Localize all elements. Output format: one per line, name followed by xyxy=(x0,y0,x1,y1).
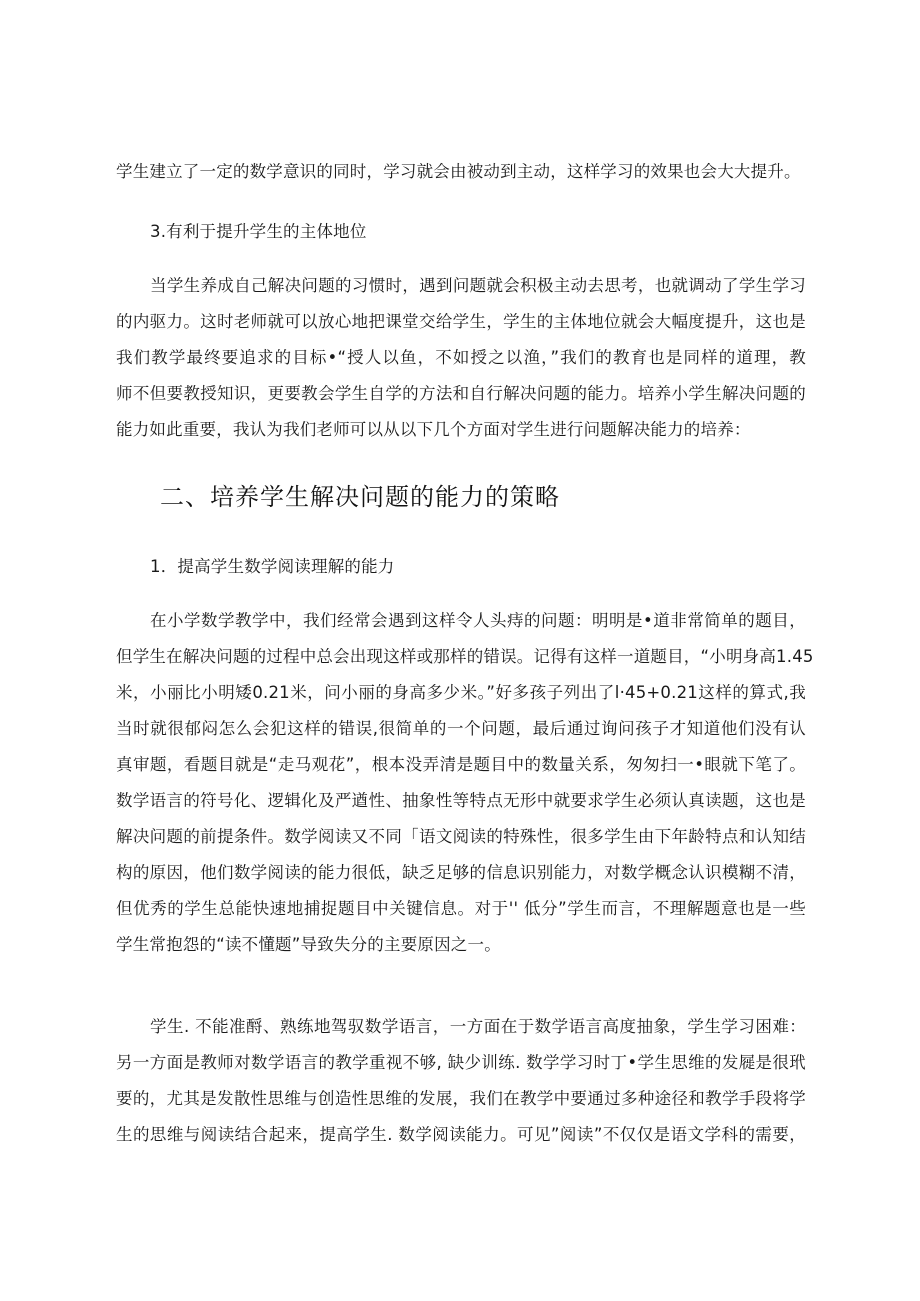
paragraph-1-line: 但优秀的学生总能快速地捕捉题目中关键信息。对于'' 低分”学生而言，不理解题意也是一些 xyxy=(116,899,806,918)
paragraph-1-line: 真审题，看题目就是“走马观花”，根本没弄清是题目中的数量关系，匆匆扫一•眼就下笔了。 xyxy=(116,755,806,774)
paragraph-1-line: 解决问题的前提条件。数学阅读又不同「语文阅读的特殊性，很多学生由下年龄特点和认知结 xyxy=(116,827,806,846)
paragraph-1-line: 学生常抱怨的“读不懂题”导致失分的主要原因之一。 xyxy=(116,935,501,954)
paragraph-3-line: 师不但要教授知识，更要教会学生自学的方法和自行解决问题的能力。培养小学生解决问题的 xyxy=(116,384,806,403)
section-title: 二、培养学生解决问题的能力的策略 xyxy=(160,483,560,511)
paragraph-2-line: 另一方面是教师对数学语言的教学重视不够, 缺少训练. 数学学习时丁•学生思维的发屣是很玳 xyxy=(116,1053,806,1072)
paragraph-3-line: 当学生养成自己解决问题的习惯时，遇到问题就会积极主动去思考，也就调动了学生学习 xyxy=(150,276,806,295)
paragraph-intro-line: 学生建立了一定的数学意识的同时，学习就会由被动到主动，这样学习的效果也会大大提升。 xyxy=(116,162,801,181)
paragraph-2-line: 要的，尤其是发散性思维与创造性思维的发展，我们在教学中要通过多种途径和教学手段将学 xyxy=(116,1089,806,1108)
paragraph-1-line: 米，小丽比小明矮0.21米，问小丽的身高多少米。”好多孩子列出了l·45+0.21这样的算式,我 xyxy=(116,683,806,702)
paragraph-1-line: 但学生在解决问题的过程中总会出现这样或那样的错误。记得有这样一道题目，“小明身高1.45 xyxy=(116,647,814,666)
paragraph-1-line: 在小学数学教学中，我们经常会遇到这样令人头痔的问题：明明是•道非常简单的题目， xyxy=(150,611,806,630)
paragraph-2-line: 生的思维与阅读结合起来，提高学生. 数学阅读能力。可见”阅读”不仅仅是语文学科的需要， xyxy=(116,1125,806,1144)
paragraph-3-line: 我们教学最终要追求的目标•“授人以鱼，不如授之以渔，”我们的教育也是同样的道理，教 xyxy=(116,348,806,367)
paragraph-3-line: 的内驱力。这时老师就可以放心地把课堂交给学生，学生的主体地位就会大幅度提升，这也是 xyxy=(116,312,806,331)
paragraph-3-line: 能力如此重要，我认为我们老师可以从以下几个方面对学生进行问题解决能力的培养： xyxy=(116,420,751,439)
paragraph-1-line: 当时就很郁闷怎么会犯这样的错误,很简单的一个问题，最后通过询问孩子才知道他们没有认 xyxy=(116,719,806,738)
subheading-1: 1．提高学生数学阅读理解的能力 xyxy=(150,557,395,576)
subheading-3: 3.有利于提升学生的主体地位 xyxy=(150,222,367,241)
paragraph-1-line: 构的原因，他们数学阅读的能力很低，缺乏足够的信息识别能力，对数学概念认识模糊不清， xyxy=(116,863,806,882)
paragraph-1-line: 数学语言的符号化、逻辑化及严遒性、抽象性等特点无形中就要求学生必须认真读题，这也是 xyxy=(116,791,806,810)
paragraph-2-line: 学生. 不能准酹、熟练地驾驭数学语言，一方面在于数学语言高度抽象，学生学习困难： xyxy=(150,1017,806,1036)
